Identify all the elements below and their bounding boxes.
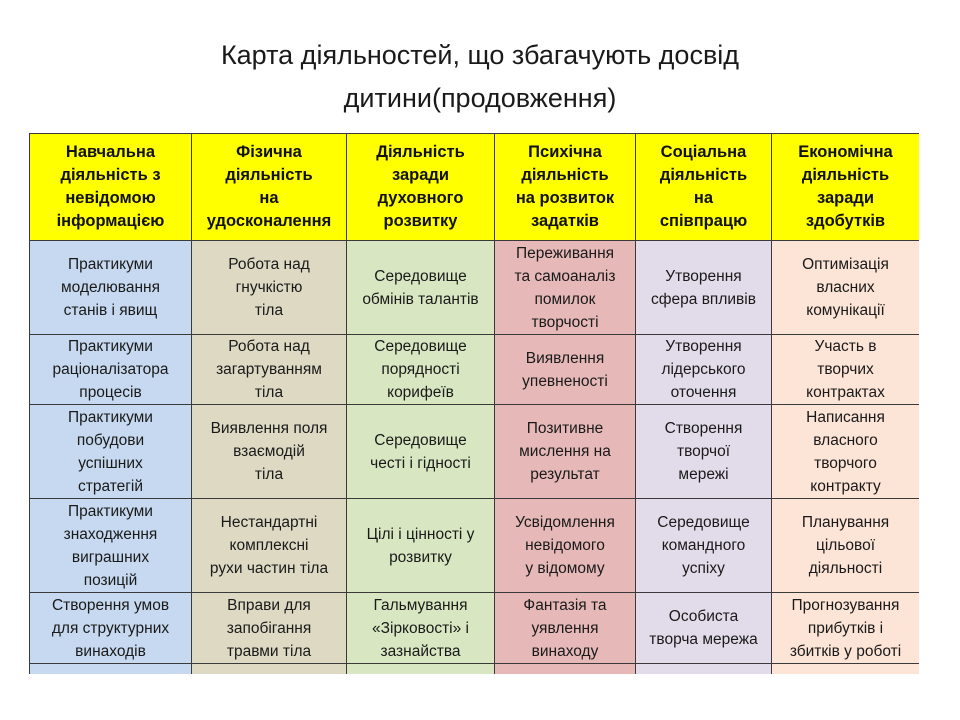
table-cell: Робота над загартуванням тіла — [192, 335, 347, 405]
table-cell: Практикуми моделювання станів і явищ — [30, 241, 192, 335]
activity-map-table — [29, 133, 919, 674]
table-cell — [192, 664, 347, 675]
table-cell: Виявлення поля взаємодій тіла — [192, 405, 347, 499]
table-cell: Гальмування «Зірковості» і зазнайства — [347, 593, 495, 664]
header-cell: Психічна діяльність на розвиток задатків — [495, 134, 636, 241]
table-row — [30, 241, 920, 335]
table-cell: Усвідомлення невідомого у відомому — [495, 499, 636, 593]
table-row-cut-off — [30, 664, 920, 675]
table-cell: Участь в творчих контрактах — [772, 335, 920, 405]
table-cell: Переживання та самоаналіз помилок творчості — [495, 241, 636, 335]
table-cell: Вправи для запобігання травми тіла — [192, 593, 347, 664]
table-cell: Нестандартні комплексні рухи частин тіла — [192, 499, 347, 593]
table-cell: Цілі і цінності у розвитку — [347, 499, 495, 593]
title-line-1: Карта діяльностей, що збагачують досвід — [220, 40, 740, 70]
table-cell: Утворення сфера впливів — [636, 241, 772, 335]
header-cell: Соціальна діяльність на співпрацю — [636, 134, 772, 241]
table-cell: Позитивне мислення на результат — [495, 405, 636, 499]
table-cell: Утворення лідерського оточення — [636, 335, 772, 405]
table-cell: Написання власного творчого контракту — [772, 405, 920, 499]
table-cell — [772, 664, 920, 675]
header-cell: Економічна діяльність заради здобутків — [772, 134, 920, 241]
table-cell: Середовище обмінів талантів — [347, 241, 495, 335]
table-cell: Фантазія та уявлення винаходу — [495, 593, 636, 664]
table-cell — [495, 664, 636, 675]
table-cell — [347, 664, 495, 675]
title-line-2: дитини(продовження) — [343, 83, 617, 113]
table-row — [30, 499, 920, 593]
table-cell: Середовище порядності корифеїв — [347, 335, 495, 405]
table-cell: Особиста творча мережа — [636, 593, 772, 664]
table-cell: Створення умов для структурних винаходів — [30, 593, 192, 664]
table-row — [30, 405, 920, 499]
table-cell: Практикуми знаходження виграшних позицій — [30, 499, 192, 593]
header-cell: Навчальна діяльність з невідомою інформацією — [30, 134, 192, 241]
table-cell: Створення творчої мережі — [636, 405, 772, 499]
header-cell: Фізична діяльність на удосконалення — [192, 134, 347, 241]
table-cell: Практикуми раціоналізатора процесів — [30, 335, 192, 405]
table-cell — [30, 664, 192, 675]
table-cell: Планування цільової діяльності — [772, 499, 920, 593]
table-cell: Виявлення упевненості — [495, 335, 636, 405]
page-title — [0, 34, 960, 120]
table-row — [30, 593, 920, 664]
table-row — [30, 335, 920, 405]
header-cell: Діяльність заради духовного розвитку — [347, 134, 495, 241]
table-cell: Практикуми побудови успішних стратегій — [30, 405, 192, 499]
table-cell — [636, 664, 772, 675]
header-row — [30, 134, 920, 241]
table-cell: Середовище честі і гідності — [347, 405, 495, 499]
table-cell: Робота над гнучкістю тіла — [192, 241, 347, 335]
table-cell: Прогнозування прибутків і збитків у роботі — [772, 593, 920, 664]
table-cell: Оптимізація власних комунікації — [772, 241, 920, 335]
table-cell: Середовище командного успіху — [636, 499, 772, 593]
